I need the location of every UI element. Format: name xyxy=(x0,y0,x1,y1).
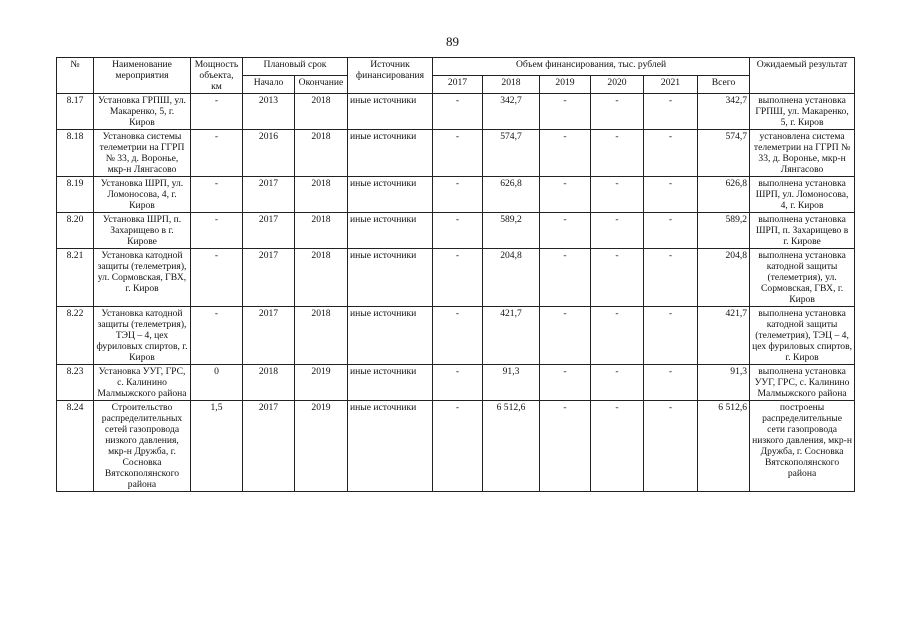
header-power: Мощность объекта, км xyxy=(191,58,243,94)
row-num: 8.21 xyxy=(57,249,94,307)
row-2017: - xyxy=(433,249,483,307)
header-name: Наименование мероприятия xyxy=(94,58,191,94)
row-total: 589,2 xyxy=(698,213,750,249)
row-2019: - xyxy=(540,401,591,492)
row-2020: - xyxy=(591,130,644,177)
header-funding: Объем финансирования, тыс. рублей xyxy=(433,58,750,76)
row-total: 91,3 xyxy=(698,365,750,401)
row-2017: - xyxy=(433,365,483,401)
header-result: Ожидаемый результат xyxy=(750,58,855,94)
row-name: Установка катодной защиты (телеметрия), ул. Сормовская, ГВХ, г. Киров xyxy=(94,249,191,307)
row-num: 8.23 xyxy=(57,365,94,401)
row-2019: - xyxy=(540,307,591,365)
header-term-start: Начало xyxy=(243,76,295,94)
row-2021: - xyxy=(644,213,698,249)
row-2021: - xyxy=(644,130,698,177)
row-2020: - xyxy=(591,365,644,401)
funding-plan-table xyxy=(56,57,855,492)
table-row xyxy=(57,213,855,249)
table-row xyxy=(57,307,855,365)
row-end: 2018 xyxy=(295,177,348,213)
row-result: построены распределительные сети газопровода низкого давления, мкр-н Дружба, г. Сосновка Вятскополянского района xyxy=(750,401,855,492)
row-num: 8.22 xyxy=(57,307,94,365)
row-source: иные источники xyxy=(348,94,433,130)
row-2019: - xyxy=(540,213,591,249)
header-source: Источник финансирования xyxy=(348,58,433,94)
page-number: 89 xyxy=(446,34,459,49)
row-num: 8.24 xyxy=(57,401,94,492)
row-start: 2013 xyxy=(243,94,295,130)
row-2020: - xyxy=(591,94,644,130)
row-name: Установка ШРП, п. Захарищево в г. Кирове xyxy=(94,213,191,249)
row-2019: - xyxy=(540,130,591,177)
row-power: - xyxy=(191,177,243,213)
row-result: выполнена установка катодной защиты (телеметрия), ТЭЦ – 4, цех фуриловых спиртов, г. Киров xyxy=(750,307,855,365)
row-source: иные источники xyxy=(348,249,433,307)
row-2018: 91,3 xyxy=(483,365,540,401)
row-num: 8.17 xyxy=(57,94,94,130)
row-start: 2017 xyxy=(243,249,295,307)
row-2020: - xyxy=(591,177,644,213)
header-year-2021: 2021 xyxy=(644,76,698,94)
row-source: иные источники xyxy=(348,307,433,365)
row-2020: - xyxy=(591,249,644,307)
row-2018: 6 512,6 xyxy=(483,401,540,492)
row-2021: - xyxy=(644,94,698,130)
row-total: 204,8 xyxy=(698,249,750,307)
row-total: 6 512,6 xyxy=(698,401,750,492)
row-2021: - xyxy=(644,177,698,213)
row-power: 0 xyxy=(191,365,243,401)
row-source: иные источники xyxy=(348,177,433,213)
row-power: - xyxy=(191,249,243,307)
row-result: установлена система телеметрии на ГГРП № 33, д. Воронье, мкр-н Лянгасово xyxy=(750,130,855,177)
header-year-2019: 2019 xyxy=(540,76,591,94)
row-end: 2019 xyxy=(295,365,348,401)
row-power: - xyxy=(191,307,243,365)
row-2020: - xyxy=(591,213,644,249)
row-source: иные источники xyxy=(348,401,433,492)
row-end: 2019 xyxy=(295,401,348,492)
row-2021: - xyxy=(644,307,698,365)
header-total: Всего xyxy=(698,76,750,94)
row-name: Установка УУГ, ГРС, с. Калинино Малмыжского района xyxy=(94,365,191,401)
table-row xyxy=(57,249,855,307)
row-result: выполнена установка ГРПШ, ул. Макаренко, 5, г. Киров xyxy=(750,94,855,130)
row-2021: - xyxy=(644,249,698,307)
row-source: иные источники xyxy=(348,130,433,177)
row-power: - xyxy=(191,94,243,130)
row-num: 8.19 xyxy=(57,177,94,213)
row-source: иные источники xyxy=(348,365,433,401)
row-start: 2017 xyxy=(243,213,295,249)
row-end: 2018 xyxy=(295,307,348,365)
table-row xyxy=(57,130,855,177)
row-name: Установка ГРПШ, ул. Макаренко, 5, г. Киров xyxy=(94,94,191,130)
header-term-end: Окончание xyxy=(295,76,348,94)
row-name: Строительство распределительных сетей газопровода низкого давления, мкр-н Дружба, г. Сосновка Вятскополянского района xyxy=(94,401,191,492)
row-2017: - xyxy=(433,130,483,177)
row-name: Установка системы телеметрии на ГГРП № 33, д. Воронье, мкр-н Лянгасово xyxy=(94,130,191,177)
row-2020: - xyxy=(591,307,644,365)
row-2019: - xyxy=(540,177,591,213)
row-start: 2017 xyxy=(243,177,295,213)
row-2017: - xyxy=(433,307,483,365)
row-2017: - xyxy=(433,213,483,249)
row-end: 2018 xyxy=(295,130,348,177)
row-total: 626,8 xyxy=(698,177,750,213)
row-2018: 626,8 xyxy=(483,177,540,213)
row-power: - xyxy=(191,130,243,177)
row-start: 2016 xyxy=(243,130,295,177)
row-end: 2018 xyxy=(295,213,348,249)
row-2021: - xyxy=(644,365,698,401)
row-start: 2018 xyxy=(243,365,295,401)
row-2017: - xyxy=(433,177,483,213)
row-result: выполнена установка ШРП, п. Захарищево в г. Кирове xyxy=(750,213,855,249)
row-result: выполнена установка УУГ, ГРС, с. Калинино Малмыжского района xyxy=(750,365,855,401)
row-2019: - xyxy=(540,94,591,130)
row-start: 2017 xyxy=(243,307,295,365)
row-2018: 342,7 xyxy=(483,94,540,130)
row-result: выполнена установка ШРП, ул. Ломоносова, 4, г. Киров xyxy=(750,177,855,213)
row-2020: - xyxy=(591,401,644,492)
row-total: 342,7 xyxy=(698,94,750,130)
row-2017: - xyxy=(433,401,483,492)
row-2018: 574,7 xyxy=(483,130,540,177)
row-num: 8.20 xyxy=(57,213,94,249)
row-2021: - xyxy=(644,401,698,492)
row-2018: 421,7 xyxy=(483,307,540,365)
header-year-2018: 2018 xyxy=(483,76,540,94)
row-name: Установка катодной защиты (телеметрия), ТЭЦ – 4, цех фуриловых спиртов, г. Киров xyxy=(94,307,191,365)
row-2017: - xyxy=(433,94,483,130)
row-name: Установка ШРП, ул. Ломоносова, 4, г. Киров xyxy=(94,177,191,213)
row-source: иные источники xyxy=(348,213,433,249)
header-year-2017: 2017 xyxy=(433,76,483,94)
header-term: Плановый срок xyxy=(243,58,348,76)
header-num: № xyxy=(57,58,94,94)
table-row xyxy=(57,365,855,401)
row-num: 8.18 xyxy=(57,130,94,177)
table-row xyxy=(57,94,855,130)
row-total: 574,7 xyxy=(698,130,750,177)
row-2018: 204,8 xyxy=(483,249,540,307)
row-2019: - xyxy=(540,365,591,401)
table-row xyxy=(57,177,855,213)
table-row xyxy=(57,401,855,492)
row-power: - xyxy=(191,213,243,249)
row-result: выполнена установка катодной защиты (телеметрия), ул. Сормовская, ГВХ, г. Киров xyxy=(750,249,855,307)
row-end: 2018 xyxy=(295,249,348,307)
row-2019: - xyxy=(540,249,591,307)
row-total: 421,7 xyxy=(698,307,750,365)
row-2018: 589,2 xyxy=(483,213,540,249)
row-power: 1,5 xyxy=(191,401,243,492)
row-end: 2018 xyxy=(295,94,348,130)
row-start: 2017 xyxy=(243,401,295,492)
header-year-2020: 2020 xyxy=(591,76,644,94)
